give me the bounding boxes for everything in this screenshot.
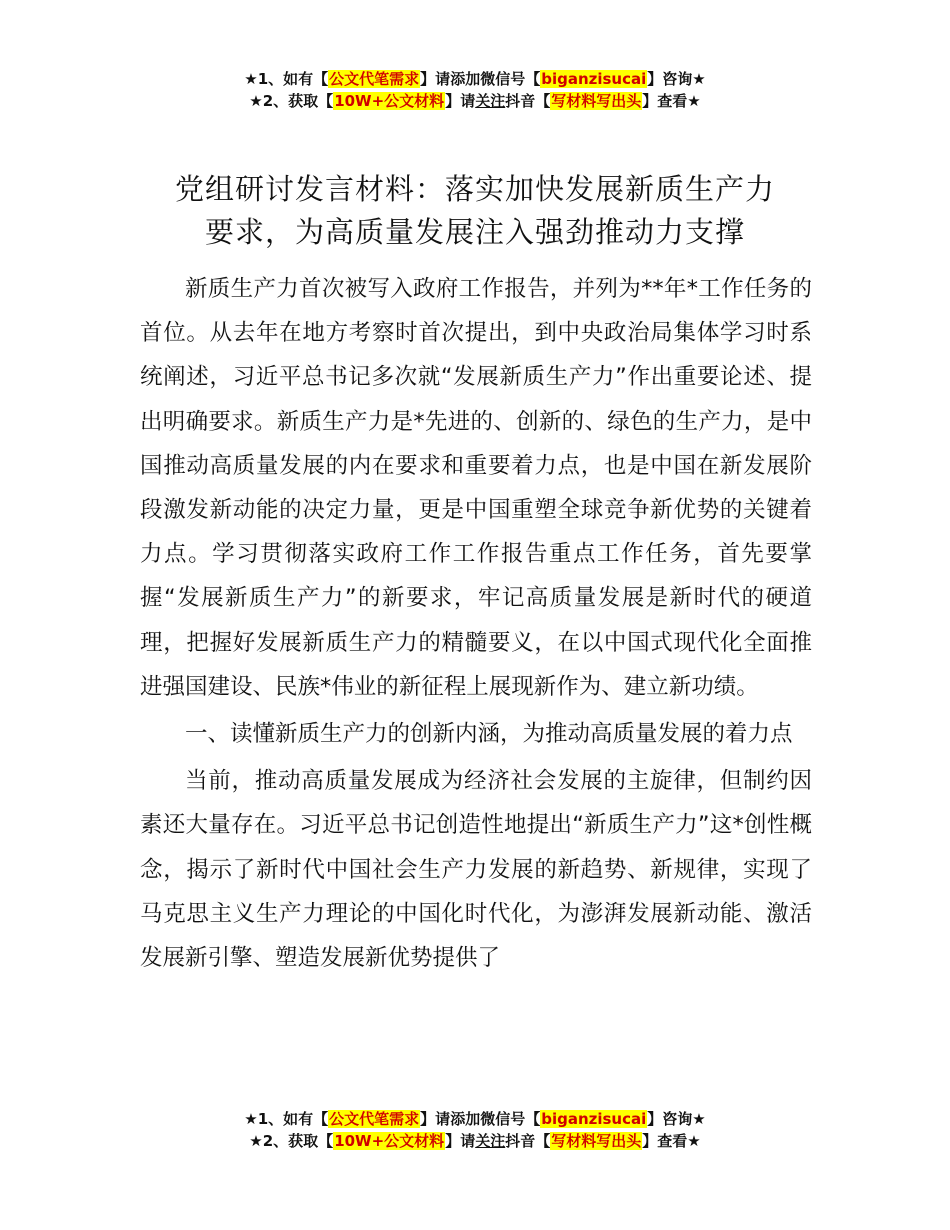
banner-text: 抖音【 — [505, 1132, 551, 1150]
body-paragraph: 当前，推动高质量发展成为经济社会发展的主旋律，但制约因素还大量存在。习近平总书记创造性地提出“新质生产力”这*创性概念，揭示了新时代中国社会生产力发展的新趋势、新规律，实现了马克思主义生产力理论的中国化时代化，为澎湃发展新动能、激活发展新引擎、塑造发展新优势提供了 — [140, 768, 812, 972]
banner-line-2 — [0, 90, 950, 112]
banner-line-2 — [0, 1130, 950, 1152]
banner-underlined: 关注 — [475, 1132, 506, 1150]
banner-highlight: 写材料写出头 — [551, 92, 642, 110]
banner-text: ★2、获取【 — [249, 92, 334, 110]
banner-text: 添加 — [450, 70, 481, 88]
banner-highlight: 10W+公文材料 — [334, 92, 445, 110]
banner-underlined: 关注 — [475, 92, 506, 110]
header-banner — [0, 68, 950, 112]
banner-highlight: 写材料写出头 — [551, 1132, 642, 1150]
document-title — [100, 168, 850, 254]
banner-highlight: 公文代笔需求 — [329, 70, 420, 88]
document-body — [140, 267, 812, 980]
banner-text: 抖音【 — [505, 92, 551, 110]
banner-text: 微信号【 — [480, 1110, 541, 1128]
banner-text: 】请 — [445, 1132, 476, 1150]
banner-text: 】查看★ — [642, 92, 701, 110]
banner-text: 】请 — [445, 92, 476, 110]
body-paragraph: 新质生产力首次被写入政府工作报告，并列为**年*工作任务的首位。从去年在地方考察时首次提出，到中央政治局集体学习时系统阐述，习近平总书记多次就“发展新质生产力”作出重要论述、提出明确要求。新质生产力是*先进的、创新的、绿色的生产力，是中国推动高质量发展的内在要求和重要着力点，也是中国在新发展阶段激发新动能的决定力量，更是中国重塑全球竞争新优势的关键着力点。学习贯彻落实政府工作工作报告重点工作任务，首先要掌握“发展新质生产力”的新要求，牢记高质量发展是新时代的硬道理，把握好发展新质生产力的精髓要义，在以中国式现代化全面推进强国建设、民族*伟业的新征程上展现新作为、建立新功绩。 — [140, 276, 812, 700]
banner-text: ★2、获取【 — [249, 1132, 334, 1150]
banner-text: 微信号【 — [480, 70, 541, 88]
title-line-1: 党组研讨发言材料：落实加快发展新质生产力 — [174, 172, 775, 206]
banner-text: 】请 — [420, 1110, 451, 1128]
banner-text: ★1、如有【 — [244, 70, 329, 88]
banner-text: 】请 — [420, 70, 451, 88]
banner-wechat-id: biganzisucai — [541, 70, 647, 88]
banner-text: 添加 — [450, 1110, 481, 1128]
footer-banner — [0, 1108, 950, 1152]
banner-text: 】咨询★ — [647, 1110, 706, 1128]
banner-text: ★1、如有【 — [244, 1110, 329, 1128]
banner-wechat-id: biganzisucai — [541, 1110, 647, 1128]
section-heading: 一、读懂新质生产力的创新内涵，为推动高质量发展的着力点 — [185, 721, 793, 748]
banner-highlight: 公文代笔需求 — [329, 1110, 420, 1128]
title-line-2: 要求，为高质量发展注入强劲推动力支撑 — [204, 215, 745, 249]
banner-text: 】查看★ — [642, 1132, 701, 1150]
banner-text: 】咨询★ — [647, 70, 706, 88]
banner-line-1 — [0, 68, 950, 90]
banner-highlight: 10W+公文材料 — [334, 1132, 445, 1150]
banner-line-1 — [0, 1108, 950, 1130]
